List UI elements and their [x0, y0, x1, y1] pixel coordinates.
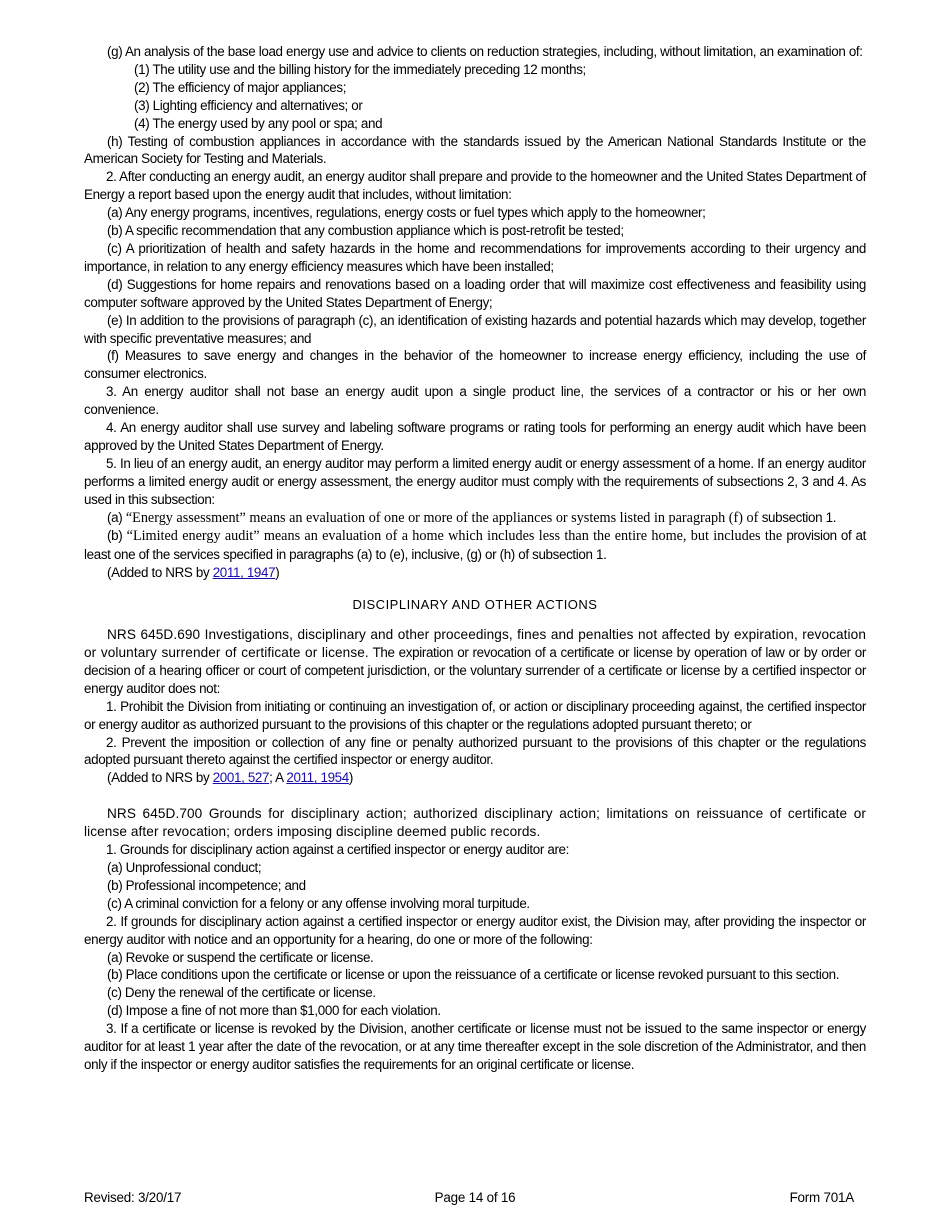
section-heading: DISCIPLINARY AND OTHER ACTIONS [352, 597, 598, 613]
history-suffix: ) [348, 770, 353, 786]
citation-link-2011-1947[interactable]: 2011, 1947 [212, 565, 276, 581]
page-footer [84, 1190, 866, 1208]
nrs-690-subsection-1: 1. Prohibit the Division from initiating or continuing an investigation of, or action or disciplinary proceeding against, the certified inspector or energy auditor as authorized pursuant to the provisions of this chapter or the regulations adopted pursuant thereto; or [84, 698, 866, 732]
citation-link-2011-1954[interactable]: 2011, 1954 [286, 770, 349, 786]
document-body [84, 43, 866, 1074]
history-prefix: (Added to NRS by [107, 565, 213, 581]
paragraph-h: (h) Testing of combustion appliances in accordance with the standards issued by the American National Standards Institute or the American Society for Testing and Materials. [84, 133, 866, 167]
history-note-1 [84, 564, 866, 582]
nrs-700-paragraph-2b: (b) Place conditions upon the certificate or license or upon the reissuance of a certificate or license revoked pursuant to this section. [107, 967, 840, 983]
paragraph-5a [84, 509, 866, 528]
subsection-3: 3. An energy auditor shall not base an energy audit upon a single product line, the services of a contractor or his or her own convenience. [84, 384, 866, 418]
item-g3: (3) Lighting efficiency and alternatives; or [134, 97, 363, 113]
paragraph-5b-definition: “Limited energy audit” means an evaluation of a home which includes less than the entire home, but includes the [122, 528, 783, 545]
nrs-645d-700-heading [84, 805, 866, 841]
paragraph-5a-label: (a) [107, 509, 123, 525]
nrs-700-paragraph-1a: (a) Unprofessional conduct; [107, 859, 262, 875]
page-number: Page 14 of 16 [434, 1190, 516, 1205]
item-g4: (4) The energy used by any pool or spa; and [134, 115, 383, 131]
history-suffix: ) [275, 565, 280, 581]
nrs-690-subsection-2: 2. Prevent the imposition or collection of any fine or penalty authorized pursuant to the provisions of this chapter or the regulations adopted pursuant thereto against the certified inspector or energy auditor. [84, 734, 866, 768]
paragraph-5b [84, 527, 866, 564]
paragraph-2d: (d) Suggestions for home repairs and renovations based on a loading order that will maximize cost effectiveness and feasibility using computer software approved by the United States Department of Energy; [84, 276, 866, 310]
paragraph-5b-tail: provision of at least one of the services specified in paragraphs (a) to (e), inclusive, (g) or (h) of subsection 1. [84, 528, 866, 563]
paragraph-2e: (e) In addition to the provisions of paragraph (c), an identification of existing hazards and potential hazards which may develop, together with specific preventative measures; and [84, 312, 866, 346]
form-number: Form 701A [789, 1190, 854, 1205]
item-g2: (2) The efficiency of major appliances; [134, 79, 347, 95]
nrs-700-paragraph-2d: (d) Impose a fine of not more than $1,000 for each violation. [107, 1003, 441, 1019]
paragraph-2a: (a) Any energy programs, incentives, regulations, energy costs or fuel types which apply to the homeowner; [107, 205, 706, 221]
paragraph-2b: (b) A specific recommendation that any combustion appliance which is post-retrofit be tested; [107, 223, 624, 239]
item-g1: (1) The utility use and the billing history for the immediately preceding 12 months; [134, 61, 586, 77]
paragraph-g: (g) An analysis of the base load energy use and advice to clients on reduction strategies, including, without limitation, an examination of: [107, 44, 863, 59]
nrs-645d-690-heading: NRS 645D.690 Investigations, disciplinary and other proceedings, fines and penalties not affected by expiration, revocation or voluntary surrender of certificate or license. [84, 627, 866, 660]
nrs-700-subsection-3: 3. If a certificate or license is revoked by the Division, another certificate or license must not be issued to the same inspector or energy auditor for at least 1 year after the date of the revocation, or at any time thereafter except in the sole discretion of the Administrator, and then only if the inspector or energy auditor satisfies the requirements for an original certificate or license. [84, 1021, 866, 1072]
nrs-645d-690 [84, 626, 866, 698]
paragraph-2f: (f) Measures to save energy and changes in the behavior of the homeowner to increase energy efficiency, including the use of consumer electronics. [84, 348, 866, 382]
nrs-700-subsection-1: 1. Grounds for disciplinary action against a certified inspector or energy auditor are: [106, 842, 570, 858]
revised-date: Revised: 3/20/17 [84, 1190, 182, 1205]
subsection-5: 5. In lieu of an energy audit, an energy auditor may perform a limited energy audit or energy assessment of a home. If an energy auditor performs a limited energy audit or energy assessment, the energy auditor must comply with the requirements of subsections 2, 3 and 4. As used in this subsection: [84, 455, 866, 507]
citation-link-2001-527[interactable]: 2001, 527 [212, 770, 270, 786]
nrs-700-paragraph-2c: (c) Deny the renewal of the certificate or license. [107, 985, 376, 1001]
nrs-645d-700-heading-text: NRS 645D.700 Grounds for disciplinary action; authorized disciplinary action; limitations on reissuance of certificate or license after revocation; orders imposing discipline deemed public records. [84, 806, 866, 840]
history-note-2 [84, 769, 866, 787]
nrs-700-subsection-2: 2. If grounds for disciplinary action against a certified inspector or energy auditor exist, the Division may, after providing the inspector or energy auditor with notice and an opportunity for a hearing, do one or more of the following: [84, 913, 866, 947]
subsection-4: 4. An energy auditor shall use survey and labeling software programs or rating tools for performing an energy audit which have been approved by the United States Department of Energy. [84, 420, 866, 453]
subsection-2: 2. After conducting an energy audit, an energy auditor shall prepare and provide to the homeowner and the United States Department of Energy a report based upon the energy audit that includes, without limitation: [84, 169, 866, 203]
paragraph-5a-tail: subsection 1. [761, 509, 837, 525]
nrs-700-paragraph-1c: (c) A criminal conviction for a felony or any offense involving moral turpitude. [107, 895, 530, 911]
paragraph-5b-label: (b) [107, 528, 123, 544]
nrs-700-paragraph-1b: (b) Professional incompetence; and [107, 877, 306, 893]
history-separator: ; A [269, 770, 287, 786]
paragraph-2c: (c) A prioritization of health and safety hazards in the home and recommendations for improvements according to their urgency and importance, in relation to any energy efficiency measures which have been installed; [84, 240, 866, 274]
history-prefix: (Added to NRS by [107, 770, 213, 786]
nrs-700-paragraph-2a: (a) Revoke or suspend the certificate or license. [107, 949, 374, 965]
paragraph-5a-definition: “Energy assessment” means an evaluation of one or more of the appliances or systems listed in paragraph (f) of [122, 509, 759, 526]
nrs-645d-690-intro: The expiration or revocation of a certificate or license by operation of law or by order or decision of a hearing officer or court of competent jurisdiction, or the voluntary surrender of a certificate or license by a certified inspector or energy auditor does not: [84, 645, 867, 696]
